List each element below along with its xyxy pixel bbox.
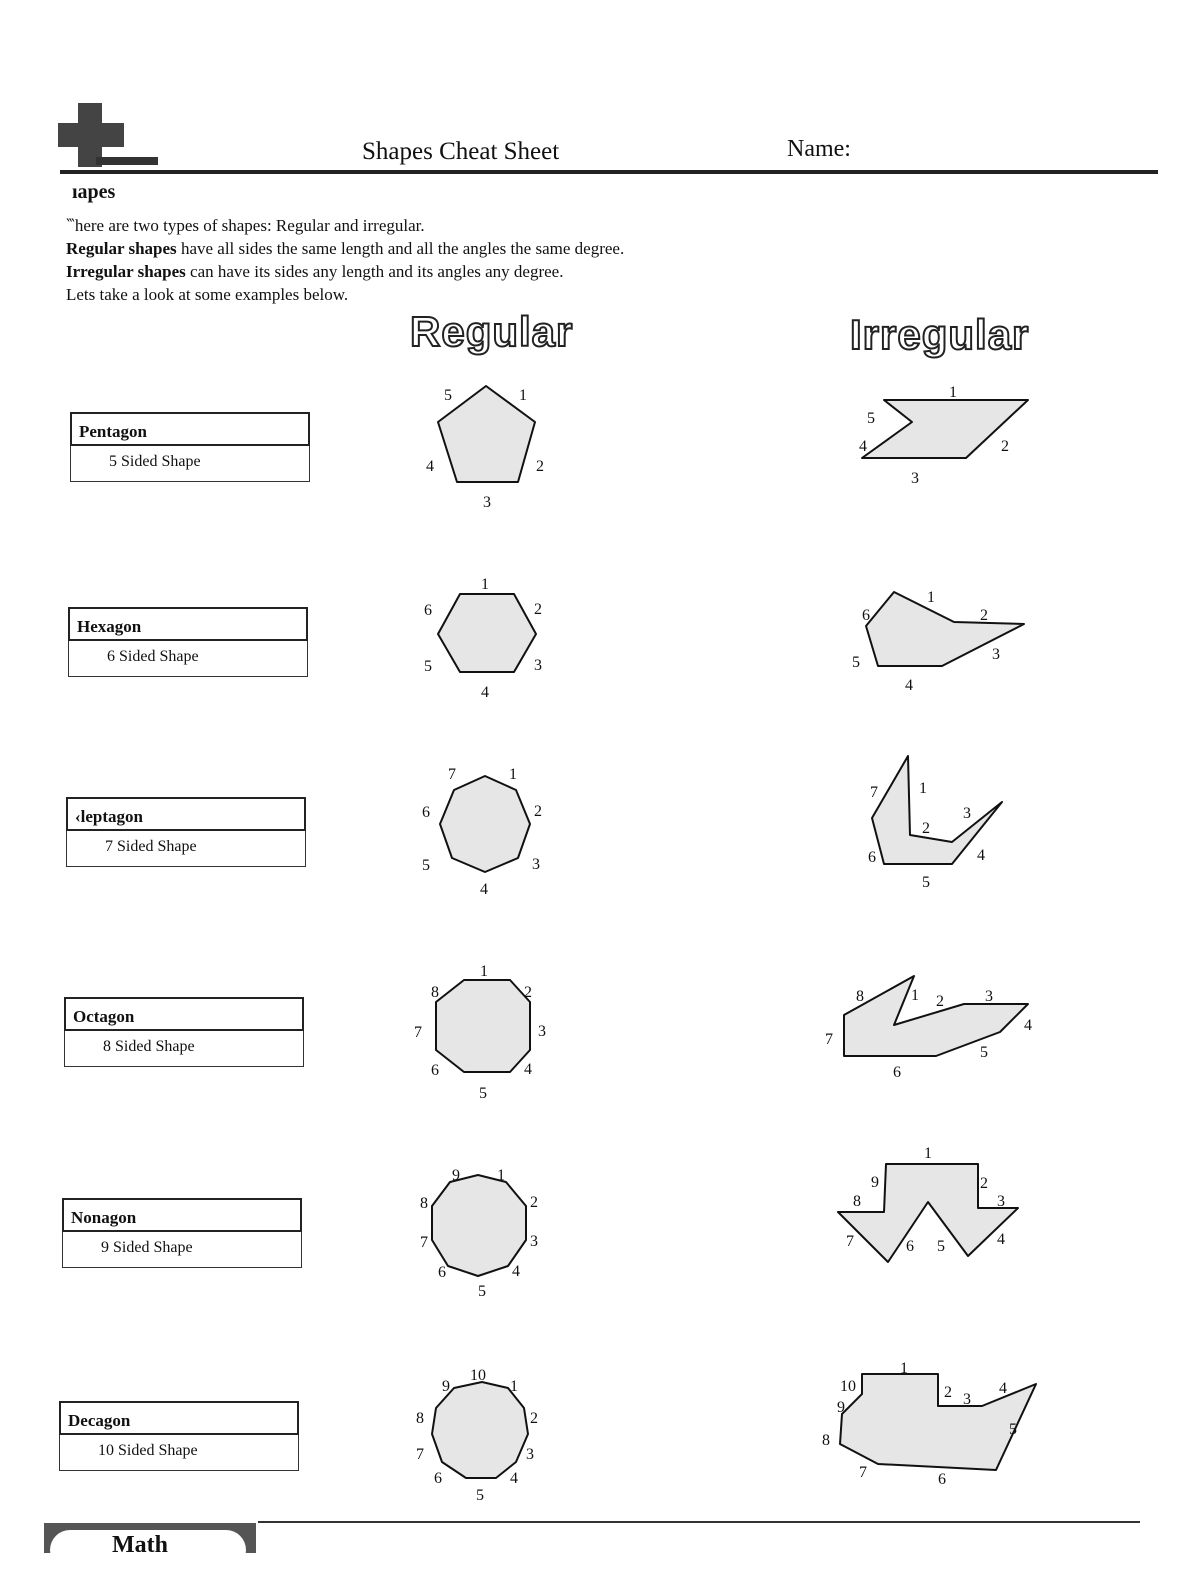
side-number: 1 — [519, 387, 527, 404]
side-number: 2 — [936, 993, 944, 1010]
side-number: 8 — [431, 984, 439, 1001]
regular-octagon — [436, 980, 530, 1072]
irregular-column-header: Irregular — [850, 311, 1030, 358]
regular-term: Regular shapes — [66, 239, 177, 258]
side-number: 10 — [840, 1378, 856, 1395]
side-number: 8 — [853, 1193, 861, 1210]
side-number: 3 — [538, 1023, 546, 1040]
side-number: 7 — [859, 1464, 867, 1481]
shape-sides: 10 Sided Shape — [59, 1435, 299, 1471]
shape-sides: 5 Sided Shape — [70, 446, 310, 482]
side-number: 5 — [1009, 1421, 1017, 1438]
side-number: 1 — [900, 1360, 908, 1377]
side-number: 5 — [478, 1283, 486, 1300]
side-number: 7 — [825, 1031, 833, 1048]
side-number: 2 — [1001, 438, 1009, 455]
side-number: 9 — [871, 1174, 879, 1191]
side-number: 4 — [1024, 1017, 1032, 1034]
footer-rule — [258, 1521, 1140, 1523]
side-number: 6 — [893, 1064, 901, 1081]
side-number: 3 — [963, 805, 971, 822]
side-number: 6 — [422, 804, 430, 821]
side-number: 5 — [476, 1487, 484, 1504]
regular-nonagon — [432, 1175, 526, 1276]
page-title: Shapes Cheat Sheet — [362, 138, 560, 165]
shape-sides: 9 Sided Shape — [62, 1232, 302, 1268]
side-number-labels — [414, 384, 1032, 1504]
side-number: 5 — [422, 857, 430, 874]
side-number: 7 — [448, 766, 456, 783]
side-number: 4 — [977, 847, 985, 864]
side-number: 2 — [536, 458, 544, 475]
side-number: 5 — [937, 1238, 945, 1255]
side-number: 4 — [905, 677, 913, 694]
side-number: 6 — [434, 1470, 442, 1487]
side-number: 9 — [442, 1378, 450, 1395]
side-number: 6 — [906, 1238, 914, 1255]
side-number: 8 — [822, 1432, 830, 1449]
side-number: 3 — [534, 657, 542, 674]
side-number: 1 — [949, 384, 957, 401]
regular-hexagon — [438, 594, 536, 672]
side-number: 9 — [452, 1167, 460, 1184]
side-number: 8 — [856, 988, 864, 1005]
shape-sides: 8 Sided Shape — [64, 1031, 304, 1067]
side-number: 6 — [431, 1062, 439, 1079]
side-number: 1 — [911, 987, 919, 1004]
side-number: 3 — [992, 646, 1000, 663]
side-number: 3 — [985, 988, 993, 1005]
shape-name: ‹leptagon — [66, 797, 306, 831]
irregular-nonagon — [838, 1164, 1018, 1262]
side-number: 3 — [911, 470, 919, 487]
side-number: 6 — [938, 1471, 946, 1488]
side-number: 1 — [924, 1145, 932, 1162]
intro-line-1: ‷here are two types of shapes: Regular and irregular. — [66, 216, 425, 235]
regular-decagon — [432, 1382, 528, 1478]
side-number: 10 — [470, 1367, 486, 1384]
side-number: 7 — [416, 1446, 424, 1463]
side-number: 5 — [980, 1044, 988, 1061]
shape-name: Decagon — [59, 1401, 299, 1435]
side-number: 5 — [424, 658, 432, 675]
side-number: 4 — [481, 684, 489, 701]
side-number: 8 — [416, 1410, 424, 1427]
side-number: 1 — [927, 589, 935, 606]
side-number: 4 — [859, 438, 867, 455]
side-number: 3 — [963, 1391, 971, 1408]
side-number: 5 — [867, 410, 875, 427]
side-number: 7 — [420, 1234, 428, 1251]
irregular-definition: can have its sides any length and its angles any degree. — [185, 262, 564, 281]
side-number: 7 — [870, 784, 878, 801]
side-number: 1 — [509, 766, 517, 783]
side-number: 2 — [980, 1175, 988, 1192]
side-number: 4 — [999, 1380, 1007, 1397]
side-number: 4 — [480, 881, 488, 898]
footer-tab-label: Math — [50, 1530, 246, 1570]
side-number: 2 — [944, 1384, 952, 1401]
side-number: 3 — [483, 494, 491, 511]
side-number: 3 — [530, 1233, 538, 1250]
side-number: 1 — [497, 1167, 505, 1184]
side-number: 9 — [837, 1399, 845, 1416]
side-number: 3 — [532, 856, 540, 873]
irregular-term: Irregular shapes — [66, 262, 186, 281]
shape-name: Pentagon — [70, 412, 310, 446]
irregular-octagon — [844, 976, 1028, 1056]
side-number: 6 — [868, 849, 876, 866]
side-number: 6 — [424, 602, 432, 619]
side-number: 7 — [414, 1024, 422, 1041]
section-heading: ıapes — [72, 181, 116, 203]
side-number: 7 — [846, 1233, 854, 1250]
shape-name: Hexagon — [68, 607, 308, 641]
regular-column-header: Regular — [410, 308, 574, 355]
side-number: 4 — [512, 1263, 520, 1280]
side-number: 8 — [420, 1195, 428, 1212]
side-number: 5 — [852, 654, 860, 671]
side-number: 2 — [534, 803, 542, 820]
side-number: 2 — [524, 984, 532, 1001]
irregular-hexagon — [866, 592, 1024, 666]
side-number: 6 — [438, 1264, 446, 1281]
side-number: 1 — [919, 780, 927, 797]
intro-line-4: Lets take a look at some examples below. — [66, 285, 349, 304]
side-number: 2 — [534, 601, 542, 618]
name-label: Name: — [787, 136, 851, 162]
shape-name: Octagon — [64, 997, 304, 1031]
side-number: 4 — [510, 1470, 518, 1487]
side-number: 1 — [481, 576, 489, 593]
side-number: 3 — [526, 1446, 534, 1463]
side-number: 5 — [479, 1085, 487, 1102]
side-number: 2 — [530, 1410, 538, 1427]
shape-name: Nonagon — [62, 1198, 302, 1232]
shape-sides: 7 Sided Shape — [66, 831, 306, 867]
side-number: 4 — [997, 1231, 1005, 1248]
side-number: 5 — [922, 874, 930, 891]
side-number: 2 — [922, 820, 930, 837]
regular-heptagon — [440, 776, 530, 872]
regular-definition: have all sides the same length and all the angles the same degree. — [176, 239, 625, 258]
side-number: 6 — [862, 607, 870, 624]
side-number: 4 — [524, 1061, 532, 1078]
shape-sides: 6 Sided Shape — [68, 641, 308, 677]
side-number: 1 — [510, 1378, 518, 1395]
side-number: 4 — [426, 458, 434, 475]
side-number: 3 — [997, 1193, 1005, 1210]
side-number: 2 — [530, 1194, 538, 1211]
side-number: 1 — [480, 963, 488, 980]
side-number: 5 — [444, 387, 452, 404]
side-number: 2 — [980, 607, 988, 624]
